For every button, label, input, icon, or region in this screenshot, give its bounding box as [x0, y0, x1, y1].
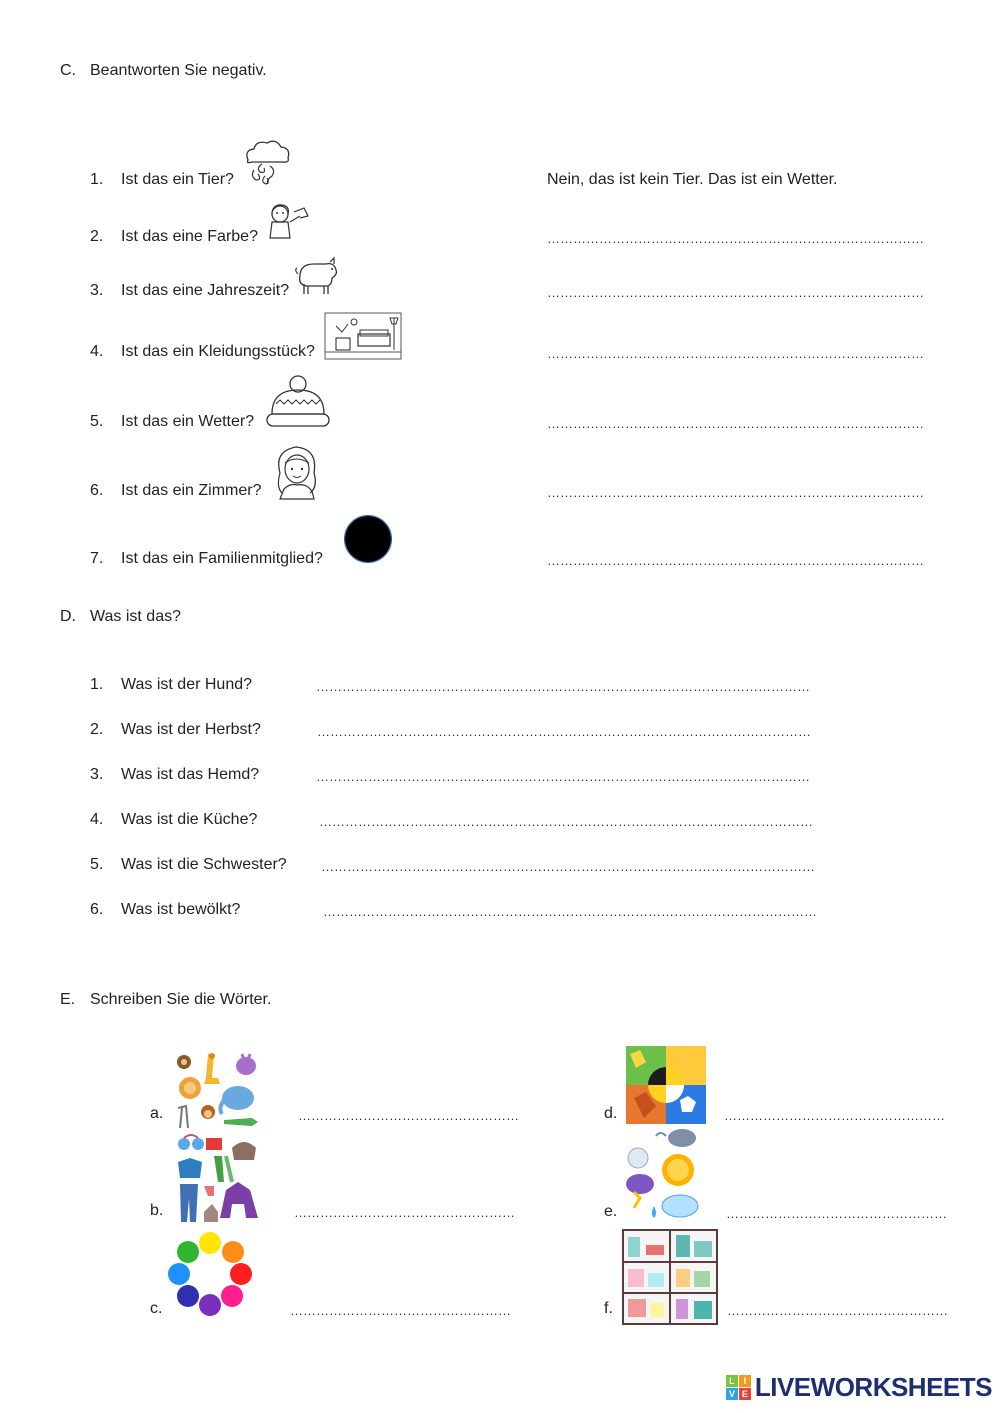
section-e-letter: E.: [60, 991, 76, 1008]
item-letter: a.: [150, 1105, 164, 1122]
section-e-heading: Schreiben Sie die Wörter.: [90, 991, 272, 1008]
answer-blank[interactable]: ……………………………………………………………………………………………………: [319, 814, 813, 829]
section-d-heading: Was ist das?: [90, 608, 181, 625]
house-rooms-icon: [622, 1229, 718, 1325]
question-text: Was ist die Schwester?: [121, 856, 287, 873]
seasons-collage-icon: [626, 1046, 706, 1124]
logo-text: LIVEWORKSHEETS: [754, 1372, 992, 1402]
answer-blank[interactable]: ……………………………………………………………………………: [547, 285, 924, 300]
question-text: Ist das ein Zimmer?: [121, 482, 262, 499]
item-number: 5.: [90, 856, 104, 873]
item-letter: b.: [150, 1202, 164, 1219]
cloud-wind-icon: [240, 136, 292, 188]
answer-blank[interactable]: ……………………………………………………………………………………………………: [323, 904, 817, 919]
item-number: 1.: [90, 171, 104, 188]
item-number: 3.: [90, 282, 104, 299]
girl-face-icon: [270, 443, 324, 501]
question-text: Ist das ein Wetter?: [121, 413, 255, 430]
question-text: Was ist bewölkt?: [121, 901, 241, 918]
question-text: Ist das eine Farbe?: [121, 228, 258, 245]
question-text: Ist das ein Familienmitglied?: [121, 550, 323, 567]
question-text: Was ist der Hund?: [121, 676, 253, 693]
answer-blank[interactable]: ……………………………………………: [727, 1303, 948, 1318]
child-doll-icon: [264, 202, 312, 242]
item-number: 2.: [90, 721, 104, 738]
logo-letter: V: [726, 1388, 738, 1400]
answer-blank[interactable]: ……………………………………………: [294, 1205, 515, 1220]
answer-blank[interactable]: ……………………………………………: [298, 1108, 519, 1123]
answer-blank[interactable]: ……………………………………………………………………………………………………: [317, 724, 811, 739]
answer-blank[interactable]: ……………………………………………………………………………………………………: [321, 859, 815, 874]
question-text: Was ist die Küche?: [121, 811, 258, 828]
living-room-icon: [324, 312, 402, 360]
item-number: 6.: [90, 482, 104, 499]
item-letter: d.: [604, 1105, 618, 1122]
section-c-heading: Beantworten Sie negativ.: [90, 62, 267, 79]
weather-collage-icon: [620, 1126, 706, 1222]
logo-mark-icon: [726, 1375, 751, 1400]
answer-blank[interactable]: ……………………………………………………………………………: [547, 416, 924, 431]
answer-blank[interactable]: ……………………………………………………………………………: [547, 346, 924, 361]
answer-blank[interactable]: ……………………………………………: [290, 1303, 511, 1318]
item-letter: e.: [604, 1203, 618, 1220]
animals-collage-icon: [172, 1050, 262, 1132]
liveworksheets-logo[interactable]: [726, 1372, 992, 1403]
question-text: Was ist das Hemd?: [121, 766, 260, 783]
answer-text: Nein, das ist kein Tier. Das ist ein Wetter.: [547, 171, 838, 188]
logo-letter: E: [739, 1388, 751, 1400]
answer-blank[interactable]: ……………………………………………………………………………: [547, 231, 924, 246]
answer-blank[interactable]: ……………………………………………: [724, 1108, 945, 1123]
item-letter: f.: [604, 1300, 613, 1317]
item-number: 4.: [90, 343, 104, 360]
answer-blank[interactable]: ……………………………………………………………………………………………………: [316, 679, 810, 694]
black-circle-icon: [343, 514, 393, 564]
section-d-letter: D.: [60, 608, 76, 625]
knit-hat-icon: [264, 374, 332, 430]
item-number: 1.: [90, 676, 104, 693]
question-text: Ist das ein Kleidungsstück?: [121, 343, 315, 360]
answer-blank[interactable]: ……………………………………………: [726, 1206, 947, 1221]
item-number: 4.: [90, 811, 104, 828]
pig-icon: [294, 256, 340, 298]
color-circle-icon: [166, 1230, 256, 1318]
answer-blank[interactable]: ……………………………………………………………………………: [547, 553, 924, 568]
item-number: 5.: [90, 413, 104, 430]
question-text: Was ist der Herbst?: [121, 721, 261, 738]
clothes-collage-icon: [174, 1134, 262, 1230]
item-number: 3.: [90, 766, 104, 783]
logo-letter: I: [739, 1375, 751, 1387]
question-text: Ist das ein Tier?: [121, 171, 234, 188]
item-number: 7.: [90, 550, 104, 567]
item-number: 6.: [90, 901, 104, 918]
answer-blank[interactable]: ……………………………………………………………………………………………………: [316, 769, 810, 784]
answer-blank[interactable]: ……………………………………………………………………………: [547, 485, 924, 500]
item-number: 2.: [90, 228, 104, 245]
logo-letter: L: [726, 1375, 738, 1387]
item-letter: c.: [150, 1300, 163, 1317]
section-c-letter: C.: [60, 62, 76, 79]
question-text: Ist das eine Jahreszeit?: [121, 282, 290, 299]
